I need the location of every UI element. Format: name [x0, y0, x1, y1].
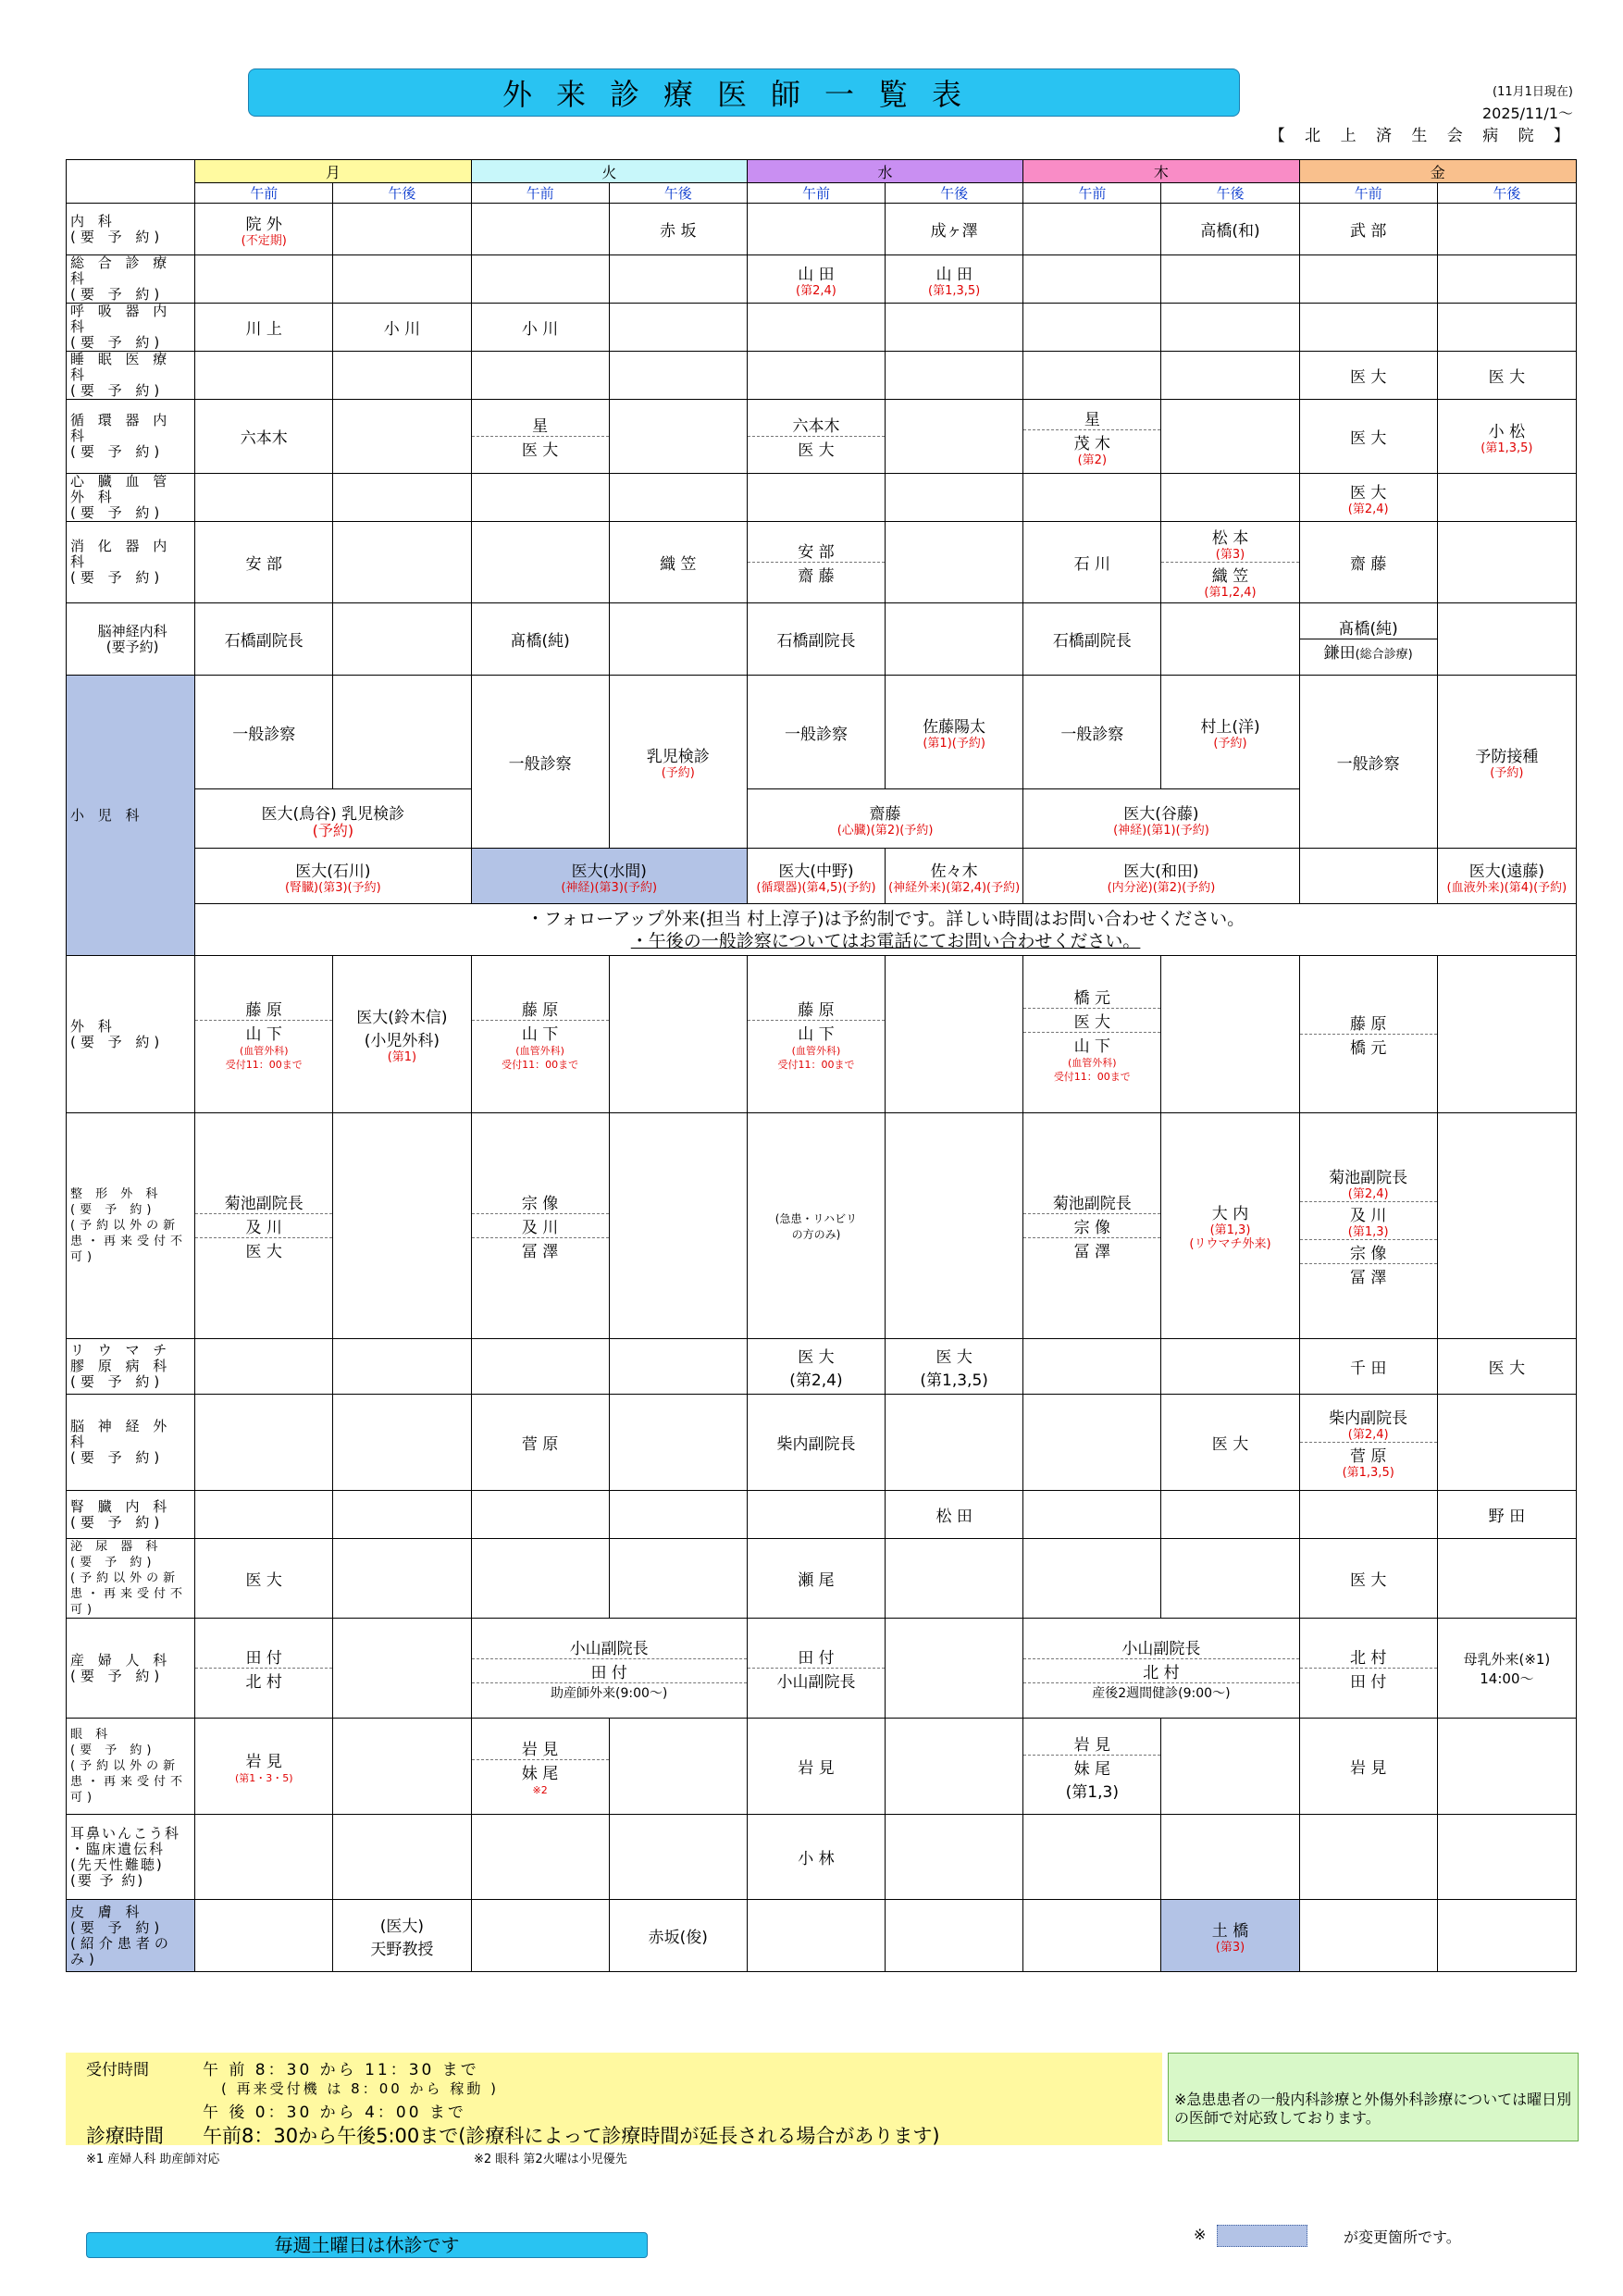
- cell: 高橋(和): [1161, 204, 1299, 255]
- empty-cell: [1161, 1815, 1299, 1900]
- am-header: 午前: [1023, 183, 1161, 204]
- cell: 大 内 (第1,3) (リウマチ外来): [1161, 1113, 1299, 1339]
- dept-shinzo: 心 臓 血 管 外 科 (要 予 約): [67, 474, 195, 522]
- cell: 医 大: [195, 1539, 333, 1619]
- changed-legend-swatch: [1217, 2225, 1307, 2247]
- am-header: 午前: [1299, 183, 1437, 204]
- pm-header: 午後: [609, 183, 747, 204]
- empty-cell: [1161, 603, 1299, 676]
- empty-cell: [195, 1339, 333, 1395]
- pm-header: 午後: [333, 183, 471, 204]
- cell: 六本木 医 大: [747, 400, 885, 474]
- dept-sogo: 総 合 診 療 科 (要 予 約): [67, 255, 195, 304]
- empty-cell: [609, 400, 747, 474]
- cell: 藤 原 山 下 (血管外科) 受付11：00まで: [195, 956, 333, 1113]
- cell: 村上(洋) (予約): [1161, 676, 1299, 789]
- empty-cell: [333, 1815, 471, 1900]
- empty-cell: [609, 1339, 747, 1395]
- empty-cell: [471, 1491, 609, 1539]
- empty-cell: [471, 522, 609, 603]
- cell: 岩 見 妹 尾 ※2: [471, 1719, 609, 1815]
- empty-cell: [609, 474, 747, 522]
- empty-cell: [747, 474, 885, 522]
- cell: 髙橋(純) 鎌田(総合診療): [1299, 603, 1437, 676]
- pm-header: 午後: [1161, 183, 1299, 204]
- cell: 川 上: [195, 304, 333, 352]
- empty-cell: [333, 1395, 471, 1491]
- dept-hifuka: 皮 膚 科 (要 予 約) (紹介患者のみ): [67, 1900, 195, 1972]
- empty-cell: [886, 1815, 1023, 1900]
- empty-cell: [333, 1719, 471, 1815]
- empty-cell: [1437, 255, 1576, 304]
- cell: 菊池副院長 及 川 医 大: [195, 1113, 333, 1339]
- cell: 佐藤陽太 (第1)(予約): [886, 676, 1023, 789]
- cell-changed: 土 橋 (第3): [1161, 1900, 1299, 1972]
- cell: 医大(石川) (腎臓)(第3)(予約): [195, 849, 471, 904]
- empty-cell: [886, 400, 1023, 474]
- cell: 医大(谷藤) (神経)(第1)(予約): [1023, 789, 1299, 849]
- dept-ganka: 眼 科 (要 予 約) (予約以外の新患・再来受付不可): [67, 1719, 195, 1815]
- pediatrics-notes: [195, 904, 1577, 956]
- empty-cell: [471, 1339, 609, 1395]
- cell: 星 茂 木 (第2): [1023, 400, 1161, 474]
- empty-cell: [1437, 1395, 1576, 1491]
- am-header: 午前: [471, 183, 609, 204]
- legend-text: が変更箇所です。: [1344, 2228, 1461, 2246]
- empty-cell: [471, 1539, 609, 1619]
- empty-cell: [333, 676, 471, 789]
- empty-cell: [609, 255, 747, 304]
- day-header-thu: 木: [1023, 160, 1299, 183]
- cell: 小 松 (第1,3,5): [1437, 400, 1576, 474]
- footnote-1: ※1 産婦人科 助産師対応: [86, 2153, 220, 2166]
- cell: 石橋副院長: [195, 603, 333, 676]
- empty-cell: [1437, 1900, 1576, 1972]
- empty-cell: [333, 474, 471, 522]
- empty-cell: [1023, 474, 1161, 522]
- cell: 藤 原 山 下 (血管外科) 受付11：00まで: [471, 956, 609, 1113]
- empty-cell: [747, 1491, 885, 1539]
- empty-cell: [333, 400, 471, 474]
- cell: 医 大: [1437, 1339, 1576, 1395]
- cell: 一般診察: [1299, 676, 1437, 849]
- empty-cell: [195, 1491, 333, 1539]
- empty-cell: [1023, 1539, 1161, 1619]
- cell: 六本木: [195, 400, 333, 474]
- cell: 橋 元 医 大 山 下 (血管外科) 受付11：00まで: [1023, 956, 1161, 1113]
- empty-cell: [333, 1539, 471, 1619]
- pm-header: 午後: [886, 183, 1023, 204]
- empty-cell: [333, 352, 471, 400]
- legend-prefix: ※: [1194, 2226, 1207, 2243]
- cell: 医 大: [1437, 352, 1576, 400]
- empty-cell: [1161, 1539, 1299, 1619]
- cell: 医 大: [1299, 400, 1437, 474]
- empty-cell: [886, 1539, 1023, 1619]
- empty-cell: [333, 522, 471, 603]
- cell: 安 部 齋 藤: [747, 522, 885, 603]
- footnote-2: ※2 眼科 第2火曜は小児優先: [474, 2153, 627, 2166]
- cell: 一般診察: [195, 676, 333, 789]
- cell-changed: 医大(水間) (神経)(第3)(予約): [471, 849, 747, 904]
- empty-cell: [609, 1491, 747, 1539]
- cell: 院 外 (不定期): [195, 204, 333, 255]
- empty-cell: [886, 304, 1023, 352]
- empty-cell: [886, 1395, 1023, 1491]
- empty-cell: [1161, 1719, 1299, 1815]
- saturday-closed-banner: 毎週土曜日は休診です: [86, 2232, 648, 2258]
- hospital-name: 【 北 上 済 生 会 病 院 】: [1269, 127, 1577, 145]
- day-header-wed: 水: [747, 160, 1022, 183]
- empty-cell: [1437, 522, 1576, 603]
- cell: 宗 像 及 川 冨 澤: [471, 1113, 609, 1339]
- cell: 医大(鈴木信) (小児外科) (第1): [333, 956, 471, 1113]
- reception-pm: 午 後 0：30 から 4：00 まで: [203, 2104, 466, 2122]
- empty-cell: [1437, 1539, 1576, 1619]
- empty-cell: [609, 1539, 747, 1619]
- empty-cell: [886, 1113, 1023, 1339]
- empty-cell: [1023, 304, 1161, 352]
- day-header-tue: 火: [471, 160, 747, 183]
- cell: 小 林: [747, 1815, 885, 1900]
- empty-cell: [1161, 1339, 1299, 1395]
- empty-cell: [1023, 1900, 1161, 1972]
- empty-cell: [195, 255, 333, 304]
- empty-cell: [747, 304, 885, 352]
- header-corner: [67, 160, 195, 204]
- empty-cell: [886, 1619, 1023, 1719]
- empty-cell: [609, 1113, 747, 1339]
- empty-cell: [195, 1900, 333, 1972]
- empty-cell: [1161, 255, 1299, 304]
- empty-cell: [609, 1719, 747, 1815]
- cell: 柴内副院長: [747, 1395, 885, 1491]
- empty-cell: [1161, 956, 1299, 1113]
- empty-cell: [886, 474, 1023, 522]
- empty-cell: [747, 1900, 885, 1972]
- cell: 藤 原 橋 元: [1299, 956, 1437, 1113]
- am-header: 午前: [747, 183, 885, 204]
- dept-seikei: 整 形 外 科 (要 予 約) (予約以外の新患・再来受付不可): [67, 1113, 195, 1339]
- empty-cell: [886, 352, 1023, 400]
- empty-cell: [195, 474, 333, 522]
- day-header-fri: 金: [1299, 160, 1576, 183]
- cell: 小 川: [333, 304, 471, 352]
- empty-cell: [1023, 352, 1161, 400]
- empty-cell: [333, 204, 471, 255]
- cell: 山 田 (第2,4): [747, 255, 885, 304]
- dept-hinyoki: 泌 尿 器 科 (要 予 約) (予約以外の新患・再来受付不可): [67, 1539, 195, 1619]
- cell: 乳児検診 (予約): [609, 676, 747, 849]
- cell: 医 大: [1299, 1539, 1437, 1619]
- cell: 齋藤 (心臓)(第2)(予約): [747, 789, 1022, 849]
- dept-noshinkei-nai: 脳神経内科 (要予約): [67, 603, 195, 676]
- cell: 松 田: [886, 1491, 1023, 1539]
- cell: 医 大: [1299, 352, 1437, 400]
- cell: 星 医 大: [471, 400, 609, 474]
- cell: 田 付 北 村: [195, 1619, 333, 1719]
- dept-jibika: 耳鼻いんこう科 ・臨床遺伝科 (先天性難聴) (要 予 約): [67, 1815, 195, 1900]
- empty-cell: [747, 352, 885, 400]
- cell: 柴内副院長 (第2,4) 菅 原 (第1,3,5): [1299, 1395, 1437, 1491]
- dept-noshinkei-ge: 脳 神 経 外 科 (要 予 約): [67, 1395, 195, 1491]
- cell: 菅 原: [471, 1395, 609, 1491]
- reception-machine: ( 再来受付機 は 8：00 から 稼動 ): [221, 2080, 499, 2097]
- cell: 小山副院長 田 付 助産師外来(9:00〜): [471, 1619, 747, 1719]
- cell: 石橋副院長: [1023, 603, 1161, 676]
- empty-cell: [609, 1395, 747, 1491]
- dept-sanfujin: 産 婦 人 科 (要 予 約): [67, 1619, 195, 1719]
- empty-cell: [195, 1395, 333, 1491]
- empty-cell: [1437, 1815, 1576, 1900]
- cell: 髙橋(純): [471, 603, 609, 676]
- cell: 千 田: [1299, 1339, 1437, 1395]
- empty-cell: [333, 1113, 471, 1339]
- cell: 予防接種 (予約): [1437, 676, 1576, 849]
- cell: 北 村 田 付: [1299, 1619, 1437, 1719]
- empty-cell: [747, 204, 885, 255]
- empty-cell: [609, 603, 747, 676]
- reception-am: 午 前 8：30 から 11：30 まで: [203, 2061, 479, 2079]
- hours-label: 診療時間: [86, 2125, 164, 2147]
- cell: 小 川: [471, 304, 609, 352]
- empty-cell: [471, 352, 609, 400]
- empty-cell: [1023, 1395, 1161, 1491]
- cell: 母乳外来(※1) 14:00〜: [1437, 1619, 1576, 1719]
- cell: 岩 見: [1299, 1719, 1437, 1815]
- empty-cell: [1437, 603, 1576, 676]
- cell: 武 部: [1299, 204, 1437, 255]
- empty-cell: [1161, 474, 1299, 522]
- hours-panel: [66, 2053, 1162, 2145]
- dept-shokaki: 消 化 器 内 科 (要 予 約): [67, 522, 195, 603]
- cell: 松 本 (第3) 織 笠 (第1,2,4): [1161, 522, 1299, 603]
- empty-cell: [886, 1719, 1023, 1815]
- cell: 田 付 小山副院長: [747, 1619, 885, 1719]
- empty-cell: [333, 1339, 471, 1395]
- empty-cell: [886, 522, 1023, 603]
- empty-cell: [333, 603, 471, 676]
- empty-cell: [195, 352, 333, 400]
- cell: 小山副院長 北 村 産後2週間健診(9:00〜): [1023, 1619, 1299, 1719]
- empty-cell: [1023, 255, 1161, 304]
- cell: 石橋副院長: [747, 603, 885, 676]
- cell: 医 大 (第1,3,5): [886, 1339, 1023, 1395]
- empty-cell: [1437, 474, 1576, 522]
- cell: 野 田: [1437, 1491, 1576, 1539]
- cell: 藤 原 山 下 (血管外科) 受付11：00まで: [747, 956, 885, 1113]
- cell: 岩 見: [747, 1719, 885, 1815]
- cell: (医大) 天野教授: [333, 1900, 471, 1972]
- dept-jinzo: 腎 臓 内 科 (要 予 約): [67, 1491, 195, 1539]
- cell: 一般診察: [1023, 676, 1161, 789]
- empty-cell: [886, 603, 1023, 676]
- empty-cell: [886, 956, 1023, 1113]
- cell: 齋 藤: [1299, 522, 1437, 603]
- empty-cell: [1023, 1815, 1161, 1900]
- cell: 医 大 (第2,4): [747, 1339, 885, 1395]
- cell: 佐々木 (神経外来)(第2,4)(予約): [886, 849, 1023, 904]
- empty-cell: [195, 1815, 333, 1900]
- dept-shoni: 小 児 科: [67, 676, 195, 956]
- cell: 山 田 (第1,3,5): [886, 255, 1023, 304]
- emergency-notice: ※急患患者の一般内科診療と外傷外科診療については曜日別の医師で対応致しております。: [1168, 2053, 1579, 2141]
- empty-cell: [333, 255, 471, 304]
- empty-cell: [333, 1619, 471, 1719]
- dept-kokyuki: 呼 吸 器 内 科 (要 予 約): [67, 304, 195, 352]
- am-header: 午前: [195, 183, 333, 204]
- cell: 織 笠: [609, 522, 747, 603]
- reception-label: 受付時間: [86, 2061, 149, 2079]
- empty-cell: [1023, 1491, 1161, 1539]
- empty-cell: [1299, 1491, 1437, 1539]
- dept-naika: 内 科 (要 予 約): [67, 204, 195, 255]
- dept-junkanki: 循 環 器 内 科 (要 予 約): [67, 400, 195, 474]
- empty-cell: [609, 304, 747, 352]
- pediatrics-note-followup: ・フォローアップ外来(担当 村上淳子)は予約制です。詳しい時間はお問い合わせください。: [527, 908, 1245, 929]
- cell: (急患・リハビリ の方のみ): [747, 1113, 885, 1339]
- empty-cell: [1437, 204, 1576, 255]
- empty-cell: [471, 1900, 609, 1972]
- empty-cell: [1161, 1491, 1299, 1539]
- cell: 一般診察: [747, 676, 885, 789]
- cell: 菊池副院長 宗 像 冨 澤: [1023, 1113, 1161, 1339]
- empty-cell: [1299, 1900, 1437, 1972]
- pediatrics-note-afternoon: ・午後の一般診察についてはお電話にてお問い合わせください。: [630, 930, 1141, 951]
- empty-cell: [1299, 304, 1437, 352]
- hours-text: 午前8：30から午後5:00まで(診療科によって診療時間が延長される場合があります): [203, 2125, 940, 2147]
- empty-cell: [609, 352, 747, 400]
- empty-cell: [1023, 204, 1161, 255]
- empty-cell: [1161, 352, 1299, 400]
- cell: 医大(鳥谷) 乳児検診 (予約): [195, 789, 471, 849]
- empty-cell: [471, 204, 609, 255]
- cell: 赤 坂: [609, 204, 747, 255]
- empty-cell: [1437, 1719, 1576, 1815]
- day-header-mon: 月: [195, 160, 471, 183]
- cell: 医大(和田) (内分泌)(第2)(予約): [1023, 849, 1299, 904]
- cell: 医大(中野) (循環器)(第4,5)(予約): [747, 849, 885, 904]
- cell: 一般診察: [471, 676, 609, 849]
- empty-cell: [1437, 956, 1576, 1113]
- cell: 医 大 (第2,4): [1299, 474, 1437, 522]
- dept-geka: 外 科 (要 予 約): [67, 956, 195, 1113]
- empty-cell: [1023, 1339, 1161, 1395]
- empty-cell: [1299, 255, 1437, 304]
- cell: 石 川: [1023, 522, 1161, 603]
- empty-cell: [1437, 1113, 1576, 1339]
- cell: 赤坂(俊): [609, 1900, 747, 1972]
- empty-cell: [471, 255, 609, 304]
- dept-suimin: 睡 眠 医 療 科 (要 予 約): [67, 352, 195, 400]
- empty-cell: [471, 474, 609, 522]
- effective-date: 2025/11/1〜: [1481, 105, 1573, 122]
- page-title: 外来診療医師一覧表: [248, 68, 1240, 117]
- cell: 医大(遠藤) (血液外来)(第4)(予約): [1437, 849, 1576, 904]
- cell: 成ヶ澤: [886, 204, 1023, 255]
- schedule-table: [66, 159, 1577, 1972]
- cell: 菊池副院長 (第2,4) 及 川 (第1,3) 宗 像 冨 澤: [1299, 1113, 1437, 1339]
- cell: 医 大: [1161, 1395, 1299, 1491]
- cell: 岩 見 妹 尾 (第1,3): [1023, 1719, 1161, 1815]
- empty-cell: [1437, 304, 1576, 352]
- empty-cell: [471, 1815, 609, 1900]
- cell: 瀬 尾: [747, 1539, 885, 1619]
- dept-rheum: リ ウ マ チ 膠 原 病 科 (要 予 約): [67, 1339, 195, 1395]
- empty-cell: [886, 1900, 1023, 1972]
- cell: 岩 見 (第1・3・5): [195, 1719, 333, 1815]
- empty-cell: [333, 1491, 471, 1539]
- empty-cell: [1161, 304, 1299, 352]
- empty-cell: [1299, 1815, 1437, 1900]
- empty-cell: [1299, 849, 1437, 904]
- empty-cell: [1161, 400, 1299, 474]
- pm-header: 午後: [1437, 183, 1576, 204]
- empty-cell: [609, 1815, 747, 1900]
- empty-cell: [609, 956, 747, 1113]
- cell: 安 部: [195, 522, 333, 603]
- as-of-date: (11月1日現在): [1493, 85, 1573, 99]
